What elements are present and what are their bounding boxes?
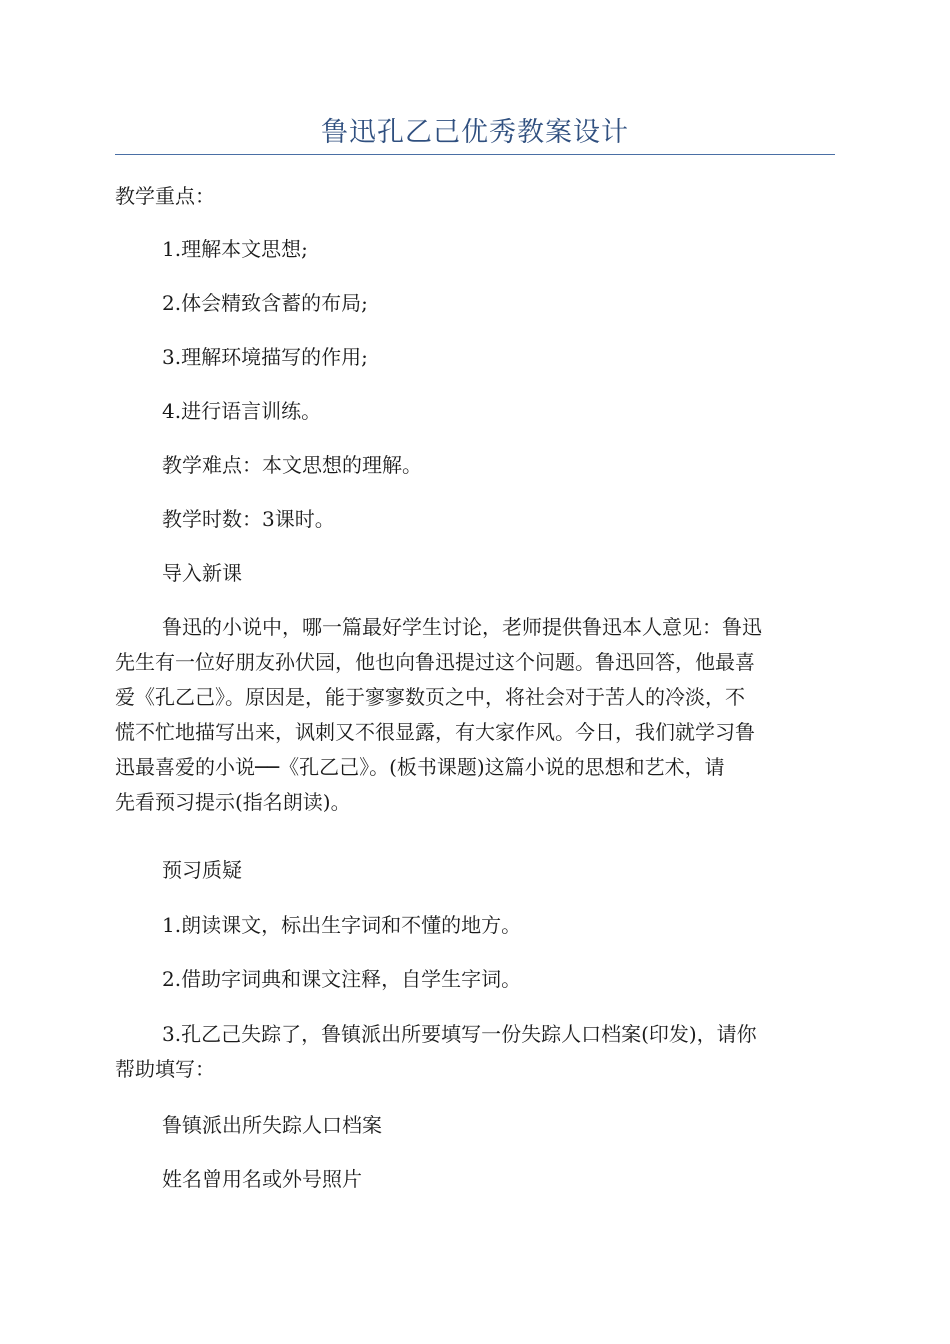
document-title: 鲁迅孔乙己优秀教案设计	[321, 117, 629, 148]
intro-paragraph	[115, 610, 835, 820]
list-item: 2.借助字词典和课文注释，自学生字词。	[162, 967, 522, 991]
title-underline	[115, 154, 835, 155]
paragraph-line: 爱《孔乙己》。原因是，能于寥寥数页之中，将社会对于苦人的冷淡，不	[115, 685, 745, 709]
paragraph-line: 先看预习提示(指名朗读)。	[115, 790, 351, 814]
heading-teaching-focus: 教学重点：	[115, 184, 215, 208]
list-item: 3.理解环境描写的作用;	[162, 345, 368, 369]
paragraph-line: 帮助填写：	[115, 1057, 215, 1081]
paragraph-line: 迅最喜爱的小说──《孔乙己》。(板书课题)这篇小说的思想和艺术，请	[115, 755, 725, 779]
task-three-paragraph	[115, 1017, 835, 1087]
archive-fields: 姓名曾用名或外号照片	[162, 1167, 362, 1191]
list-item: 2.体会精致含蓄的布局;	[162, 291, 368, 315]
teaching-difficulty: 教学难点：本文思想的理解。	[162, 453, 422, 477]
archive-title: 鲁镇派出所失踪人口档案	[162, 1113, 382, 1137]
list-item: 1.理解本文思想;	[162, 237, 308, 261]
paragraph-line: 鲁迅的小说中，哪一篇最好学生讨论，老师提供鲁迅本人意见：鲁迅	[162, 615, 762, 639]
section-heading-preview: 预习质疑	[162, 858, 242, 882]
document-page	[115, 0, 835, 1344]
paragraph-line: 3.孔乙己失踪了，鲁镇派出所要填写一份失踪人口档案(印发)，请你	[162, 1022, 757, 1046]
list-item: 4.进行语言训练。	[162, 399, 322, 423]
paragraph-line: 慌不忙地描写出来，讽刺又不很显露，有大家作风。今日，我们就学习鲁	[115, 720, 755, 744]
section-heading-intro: 导入新课	[162, 561, 242, 585]
list-item: 1.朗读课文，标出生字词和不懂的地方。	[162, 913, 522, 937]
teaching-hours: 教学时数：3课时。	[162, 507, 335, 531]
paragraph-line: 先生有一位好朋友孙伏园，他也向鲁迅提过这个问题。鲁迅回答，他最喜	[115, 650, 755, 674]
